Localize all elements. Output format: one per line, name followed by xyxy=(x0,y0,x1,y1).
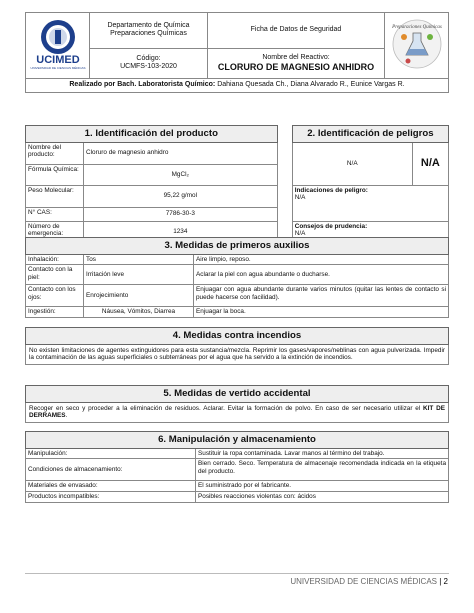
logo-text: UCIMED xyxy=(35,54,80,66)
footer-line xyxy=(25,573,449,574)
sec1-value-1: MgCl₂ xyxy=(84,164,278,185)
code-cell xyxy=(90,48,208,79)
sec1-value-0: Cloruro de magnesio anhidro xyxy=(84,142,278,164)
sec3-measure-0: Aire limpio, reposo. xyxy=(194,254,449,265)
sec1-value-4: 1234 xyxy=(84,221,278,243)
header-table xyxy=(25,12,449,93)
sec5-text-end: . xyxy=(65,412,68,420)
doc-title: Ficha de Datos de Seguridad xyxy=(208,13,385,49)
sec6-label-3: Productos incompatibles: xyxy=(26,491,196,502)
sec3-route-3: Ingestión: xyxy=(26,307,84,318)
sec3-measure-2: Enjuagar con agua abundante durante varios minutos (quitar las lentes de contacto si puede hacerse con facilidad). xyxy=(194,285,449,307)
footer xyxy=(290,577,448,586)
made-by-cell xyxy=(26,79,449,92)
footer-university: UNIVERSIDAD DE CIENCIAS MÉDICAS xyxy=(290,577,438,586)
sec5-text-bold: KIT DE DERRAMES xyxy=(29,404,445,420)
footer-page: 2 xyxy=(443,577,448,586)
sec6-label-0: Manipulación: xyxy=(26,448,196,459)
sec3-symptom-1: Irritación leve xyxy=(84,265,194,285)
sec3-title: 3. Medidas de primeros auxilios xyxy=(26,238,449,255)
sec3-symptom-2: Enrojecimiento xyxy=(84,285,194,307)
sections-1-2 xyxy=(25,125,449,244)
made-by-value: Dahiana Quesada Ch., Diana Alvarado R., Eunice Vargas R. xyxy=(217,81,405,89)
department-line2: Preparaciones Químicas xyxy=(110,30,187,38)
sec2-na-big: N/A xyxy=(412,142,448,185)
sec1-value-3: 7786-30-3 xyxy=(84,207,278,221)
made-by-label: Realizado por Bach. Laboratorista Químico: xyxy=(69,81,216,89)
sec2-indications-cell xyxy=(292,185,448,221)
reactive-name: CLORURO DE MAGNESIO ANHIDRO xyxy=(217,62,375,73)
sec6-title: 6. Manipulación y almacenamiento xyxy=(26,432,449,449)
reactive-cell xyxy=(208,48,385,79)
sec3-route-0: Inhalación: xyxy=(26,254,84,265)
ucimed-logo-cell xyxy=(26,13,90,79)
section-6 xyxy=(25,431,449,503)
sec3-symptom-0: Tos xyxy=(84,254,194,265)
sec2-advice-label: Consejos de prudencia: xyxy=(294,222,368,230)
sec2-indications-label: Indicaciones de peligro: xyxy=(294,186,368,194)
sec3-symptom-3: Náusea, Vómitos, Diarrea xyxy=(84,307,194,318)
sec4-text: No existen limitaciones de agentes extinguidores para esta sustancia/mezcla. Reprimir los gases/vapores/neblinas con agua pulverizada. Impedir la contaminación de las aguas superficiales o subterráneas por el agua que ha servido a la extinción de incendios. xyxy=(26,344,449,364)
sec2-na-small: N/A xyxy=(292,142,412,185)
sec1-title: 1. Identificación del producto xyxy=(26,126,278,143)
logo-subtext: UNIVERSIDAD DE CIENCIAS MÉDICAS xyxy=(29,66,86,70)
sec1-label-3: N° CAS: xyxy=(26,207,84,221)
flask-logo-icon xyxy=(388,15,446,73)
sec6-label-1: Condiciones de almacenamiento: xyxy=(26,459,196,481)
sec3-route-2: Contacto con los ojos: xyxy=(26,285,84,307)
footer-sep: | xyxy=(437,577,444,586)
sec3-measure-1: Aclarar la piel con agua abundante o ducharse. xyxy=(194,265,449,285)
sec1-label-4: Número de emergencia: xyxy=(26,221,84,243)
sec5-text: Recoger en seco y proceder a la eliminación de residuos. Aclarar. Evitar la formación de polvo. En caso de ser necesario utilizar el xyxy=(29,404,424,412)
section-5 xyxy=(25,385,449,423)
department-line1: Departamento de Química xyxy=(107,21,190,29)
sec5-text-cell xyxy=(26,402,449,422)
sec5-title: 5. Medidas de vertido accidental xyxy=(26,386,449,403)
section-4 xyxy=(25,327,449,365)
sec3-route-1: Contacto con la piel: xyxy=(26,265,84,285)
code-value: UCMFS-103-2020 xyxy=(120,63,177,71)
sec6-value-2: El suministrado por el fabricante. xyxy=(196,481,449,492)
sec1-label-0: Nombre del producto: xyxy=(26,142,84,164)
sec4-title: 4. Medidas contra incendios xyxy=(26,328,449,345)
right-logo-text: Preparaciones Químicas xyxy=(391,25,442,30)
reactive-label: Nombre del Reactivo: xyxy=(262,53,330,61)
sec6-value-0: Sustituir la ropa contaminada. Lavar manos al término del trabajo. xyxy=(196,448,449,459)
sec6-label-2: Materiales de envasado: xyxy=(26,481,196,492)
sec2-indications-value: N/A xyxy=(294,194,306,202)
sec6-value-1: Bien cerrado. Seco. Temperatura de almacenaje recomendada indicada en la etiqueta del producto. xyxy=(196,459,449,481)
right-logo-cell xyxy=(385,13,449,79)
sec1-value-2: 95,22 g/mol xyxy=(84,185,278,207)
sec1-label-1: Fórmula Química: xyxy=(26,164,84,185)
sec6-value-3: Posibles reacciones violentas con: ácidos xyxy=(196,491,449,502)
section-3 xyxy=(25,237,449,318)
ucimed-logo-icon xyxy=(29,15,87,73)
sec2-advice-value: N/A xyxy=(294,230,306,238)
department-cell xyxy=(90,13,208,49)
code-label: Código: xyxy=(136,55,161,63)
sec1-label-2: Peso Molecular: xyxy=(26,185,84,207)
sec3-measure-3: Enjuagar la boca. xyxy=(194,307,449,318)
sec2-title: 2. Identificación de peligros xyxy=(292,126,448,143)
